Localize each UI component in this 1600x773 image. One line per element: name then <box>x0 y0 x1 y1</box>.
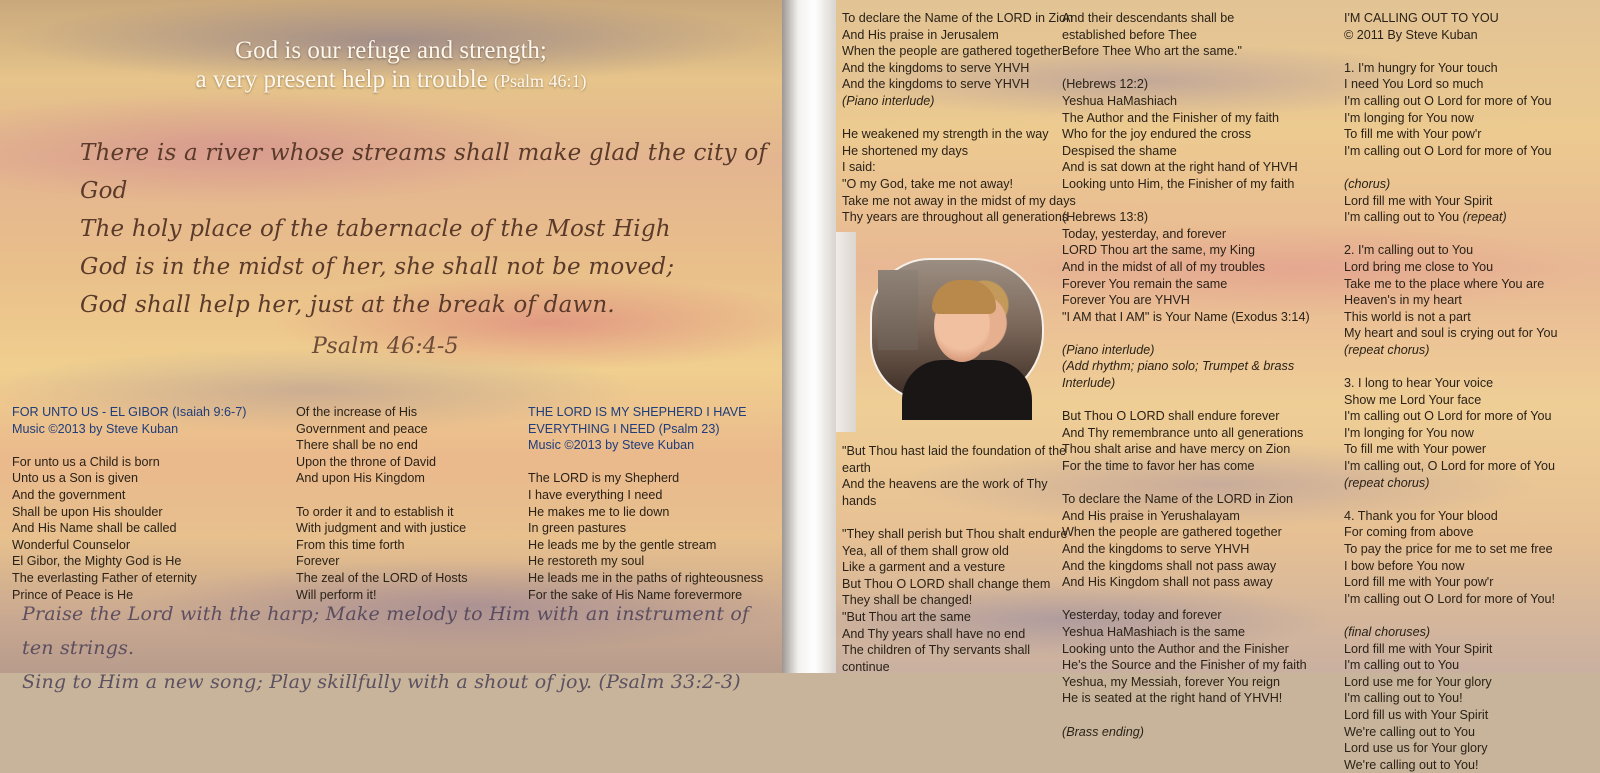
interlude-note: (Piano interlude) <box>1062 342 1155 357</box>
lyric-line: Lord use me for Your glory <box>1344 674 1492 689</box>
lyric-line: I bow before You now <box>1344 558 1465 573</box>
top-verse-line2-text: a very present help in trouble <box>195 66 488 93</box>
lyric-line: And His praise in Yerushalayam <box>1062 508 1240 523</box>
lyric-line: And upon His Kingdom <box>296 471 425 486</box>
lyric-line: Prince of Peace is He <box>12 587 134 602</box>
lyric-line: Of the increase of His <box>296 405 418 419</box>
lyric-line: "But Thou art the same <box>842 609 971 624</box>
lyric-line: And the kingdoms to serve YHVH <box>842 77 1030 92</box>
lyric-line: "They shall perish but Thou shalt endure <box>842 526 1068 541</box>
lyric-line: Like a garment and a vesture <box>842 560 1006 575</box>
song2-column <box>528 404 763 603</box>
lyric-line: The Author and the Finisher of my faith <box>1062 110 1280 125</box>
lyric-line: Wonderful Counselor <box>12 537 131 552</box>
repeat-note: (repeat) <box>1462 210 1507 225</box>
lyric-line: With judgment and with justice <box>296 521 467 536</box>
lyric-line: I'm longing for You now <box>1344 425 1474 440</box>
lyric-line: Yeshua, my Messiah, forever You reign <box>1062 674 1280 689</box>
chorus-line: I'm calling out to You <box>1344 210 1460 225</box>
song3-credit: © 2011 By Steve Kuban <box>1344 27 1478 42</box>
lyric-line: For the sake of His Name forevermore <box>528 587 743 602</box>
lyric-line: And Thy remembrance unto all generations <box>1062 425 1304 440</box>
lyric-line: And the government <box>12 487 126 502</box>
lyric-line: Yea, all of them shall grow old <box>842 543 1009 558</box>
lyric-line: Show me Lord Your face <box>1344 392 1482 407</box>
lyric-line: I'm calling out, O Lord for more of You <box>1344 459 1556 474</box>
interlude-note: Interlude) <box>1062 376 1116 391</box>
lyric-line: Today, yesterday, and forever <box>1062 226 1227 241</box>
lyric-line: I have everything I need <box>528 487 663 502</box>
photo-shirt <box>902 360 1032 420</box>
lyric-line <box>1344 209 1558 226</box>
lyric-line: Yeshua HaMashiach <box>1062 93 1178 108</box>
lyric-line: We're calling out to You! <box>1344 757 1479 772</box>
lyric-line: From this time forth <box>296 537 405 552</box>
left-panel <box>0 0 782 693</box>
repeat-chorus-note: (repeat chorus) <box>1344 342 1430 357</box>
song1-column <box>12 404 246 603</box>
right-column1-top <box>842 10 1076 226</box>
booklet-tab <box>836 232 856 432</box>
river-verse <box>80 134 782 366</box>
harp-line2-text: Sing to Him a new song; Play skillfully with a shout of joy. <box>22 671 593 693</box>
top-verse-line1: God is our refuge and strength; <box>235 37 547 64</box>
lyric-line: To pay the price for me to set me free <box>1344 542 1553 556</box>
lyric-line: I'm calling out O Lord for more of You! <box>1344 591 1556 606</box>
lyric-line: Take me not away in the midst of my days <box>842 193 1076 208</box>
song3-title: I'M CALLING OUT TO YOU <box>1344 11 1499 25</box>
lyric-line: Unto us a Son is given <box>12 471 139 486</box>
lyric-line: My heart and soul is crying out for You <box>1344 326 1558 341</box>
lyric-line: Despised the shame <box>1062 143 1177 158</box>
lyric-line: "But Thou hast laid the foundation of the <box>842 444 1067 458</box>
lyric-line: hands <box>842 493 877 508</box>
lyric-line: Heaven's in my heart <box>1344 293 1462 308</box>
lyric-line: Lord fill us with Your Spirit <box>1344 707 1489 722</box>
lyric-line: Forever You are YHVH <box>1062 293 1190 308</box>
lyric-line: When the people are gathered together <box>842 44 1062 59</box>
lyric-line: Forever <box>296 554 340 569</box>
top-verse <box>0 36 782 96</box>
lyric-line: And the kingdoms shall not pass away <box>1062 558 1277 573</box>
lyric-line: To fill me with Your power <box>1344 442 1487 457</box>
lyric-line: I'm longing for You now <box>1344 110 1474 125</box>
lyric-line: established before Thee <box>1062 27 1197 42</box>
lyric-line: And in the midst of all of my troubles <box>1062 259 1265 274</box>
lyric-line: Lord fill me with Your pow'r <box>1344 575 1494 590</box>
lyric-line: To order it and to establish it <box>296 504 454 519</box>
lyric-line: I'm calling out O Lord for more of You <box>1344 93 1552 108</box>
lyric-line: Looking unto Him, the Finisher of my faith <box>1062 176 1295 191</box>
song1-title: FOR UNTO US - EL GIBOR (Isaiah 9:6-7) <box>12 405 247 419</box>
lyric-line: There shall be no end <box>296 438 418 453</box>
lyric-line: 4. Thank you for Your blood <box>1344 508 1498 523</box>
song1-column2 <box>296 404 468 603</box>
river-line: God is in the midst of her, she shall not be moved; <box>80 254 675 280</box>
chorus-label: (chorus) <box>1344 176 1391 191</box>
lyric-line: He shortened my days <box>842 143 968 158</box>
right-column3 <box>1344 10 1558 773</box>
song2-title: THE LORD IS MY SHEPHERD I HAVE <box>528 405 747 419</box>
lyric-line: I'm calling out to You <box>1344 658 1460 673</box>
lyric-line: And the kingdoms to serve YHVH <box>1062 542 1250 556</box>
lyric-line: But Thou O LORD shall change them <box>842 576 1051 591</box>
lyric-line: He restoreth my soul <box>528 554 645 569</box>
lyric-line: For coming from above <box>1344 525 1474 540</box>
song2-credit: Music ©2013 by Steve Kuban <box>528 438 695 453</box>
lyric-line: I said: <box>842 160 876 175</box>
lyric-line: (Hebrews 13:8) <box>1062 210 1149 225</box>
river-line: There is a river whose streams shall make glad the city of God <box>80 140 768 204</box>
lyric-line: continue <box>842 659 890 674</box>
lyric-line: "O my God, take me not away! <box>842 176 1014 191</box>
lyric-line: LORD Thou art the same, my King <box>1062 243 1255 258</box>
lyric-line: To declare the Name of the LORD in Zion <box>1062 492 1293 507</box>
lyric-line: He leads me in the paths of righteousness <box>528 570 764 585</box>
lyric-line: He's the Source and the Finisher of my faith <box>1062 658 1307 673</box>
lyric-line: Government and peace <box>296 421 428 436</box>
lyric-line: The children of Thy servants shall <box>842 643 1031 658</box>
lyric-line: Will perform it! <box>296 587 377 602</box>
interlude-note: (Add rhythm; piano solo; Trumpet & brass <box>1062 359 1295 374</box>
lyric-line: He leads me by the gentle stream <box>528 537 717 552</box>
lyric-line: Shall be upon His shoulder <box>12 504 163 519</box>
final-choruses-label: (final choruses) <box>1344 624 1431 639</box>
lyric-line: Who for the joy endured the cross <box>1062 127 1252 142</box>
lyric-line: He makes me to lie down <box>528 504 670 519</box>
lyric-line: Yesterday, today and forever <box>1062 608 1222 623</box>
lyric-line: And His Name shall be called <box>12 521 177 536</box>
lyric-line: 2. I'm calling out to You <box>1344 243 1474 258</box>
photo-building <box>878 270 918 350</box>
lyric-line: I'm calling out to You! <box>1344 691 1463 706</box>
river-line: The holy place of the tabernacle of the Most High <box>80 216 671 242</box>
lyric-line: Forever You remain the same <box>1062 276 1228 291</box>
lyric-line: And is sat down at the right hand of YHVH <box>1062 160 1298 175</box>
top-verse-line2 <box>0 65 782 96</box>
lyric-line: Take me to the place where You are <box>1344 276 1545 291</box>
lyric-line: But Thou O LORD shall endure forever <box>1062 409 1280 424</box>
lyric-line: To fill me with Your pow'r <box>1344 127 1482 142</box>
song1-credit: Music ©2013 by Steve Kuban <box>12 421 179 436</box>
lyric-line: When the people are gathered together <box>1062 525 1282 540</box>
lyric-line: "I AM that I AM" is Your Name (Exodus 3:14) <box>1062 309 1310 324</box>
river-verse-ref: Psalm 46:4-5 <box>312 334 459 359</box>
lyric-line: This world is not a part <box>1344 309 1471 324</box>
lyric-line: For unto us a Child is born <box>12 454 160 469</box>
lyric-line: In green pastures <box>528 521 627 536</box>
top-verse-ref: (Psalm 46:1) <box>494 71 587 91</box>
lyric-line: And their descendants shall be <box>1062 11 1235 25</box>
lyric-line: 1. I'm hungry for Your touch <box>1344 60 1498 75</box>
lyric-line: For the time to favor her has come <box>1062 459 1255 474</box>
lyric-line: 3. I long to hear Your voice <box>1344 376 1494 391</box>
lyric-line: He weakened my strength in the way <box>842 127 1049 142</box>
lyric-line: They shall be changed! <box>842 593 973 608</box>
lyric-line: The everlasting Father of eternity <box>12 570 197 585</box>
ending-note: (Brass ending) <box>1062 724 1144 739</box>
lyric-line: Thou shalt arise and have mercy on Zion <box>1062 442 1291 457</box>
lyric-line: El Gibor, the Mighty God is He <box>12 554 182 569</box>
lyric-line: Lord fill me with Your Spirit <box>1344 193 1493 208</box>
right-column2 <box>1062 10 1310 740</box>
lyric-line: Lord use us for Your glory <box>1344 741 1488 756</box>
lyric-line: The zeal of the LORD of Hosts <box>296 570 468 585</box>
river-line: God shall help her, just at the break of dawn. <box>80 292 615 318</box>
lyric-line: I need You Lord so much <box>1344 77 1484 92</box>
lyric-line: Looking unto the Author and the Finisher <box>1062 641 1289 656</box>
lyric-line: earth <box>842 460 871 475</box>
interlude-note: (Piano interlude) <box>842 93 935 108</box>
lyric-line: Lord bring me close to You <box>1344 259 1494 274</box>
harp-line1: Praise the Lord with the harp; Make melody to Him with an instrument of ten strings. <box>22 603 750 659</box>
lyric-line: And the kingdoms to serve YHVH <box>842 60 1030 75</box>
harp-line2 <box>22 665 782 699</box>
artist-photo <box>870 258 1044 402</box>
lyric-line: The LORD is my Shepherd <box>528 471 680 486</box>
harp-verse <box>22 597 782 699</box>
lyric-line: And Thy years shall have no end <box>842 626 1026 641</box>
lyric-line: Thy years are throughout all generations <box>842 210 1069 225</box>
lyric-line: And His praise in Jerusalem <box>842 27 999 42</box>
right-column1-bottom <box>842 443 1067 675</box>
lyric-line: Upon the throne of David <box>296 454 437 469</box>
song2-title-cont: EVERYTHING I NEED (Psalm 23) <box>528 421 720 436</box>
lyric-line: He is seated at the right hand of YHVH! <box>1062 691 1283 706</box>
lyric-line: To declare the Name of the LORD in Zion <box>842 11 1073 25</box>
lyric-line: I'm calling out O Lord for more of You <box>1344 409 1552 424</box>
lyric-line: (Hebrews 12:2) <box>1062 77 1149 92</box>
lyric-line: I'm calling out O Lord for more of You <box>1344 143 1552 158</box>
lyric-line: Before Thee Who art the same." <box>1062 44 1242 59</box>
lyric-line: Lord fill me with Your Spirit <box>1344 641 1493 656</box>
photo-hair <box>932 280 996 314</box>
booklet-spine <box>782 0 836 673</box>
lyric-line: Yeshua HaMashiach is the same <box>1062 624 1245 639</box>
harp-verse-ref: (Psalm 33:2-3) <box>598 671 741 693</box>
lyric-line: We're calling out to You <box>1344 724 1475 739</box>
lyric-line: And His Kingdom shall not pass away <box>1062 575 1273 590</box>
repeat-chorus-note: (repeat chorus) <box>1344 475 1430 490</box>
lyric-line: And the heavens are the work of Thy <box>842 477 1048 492</box>
